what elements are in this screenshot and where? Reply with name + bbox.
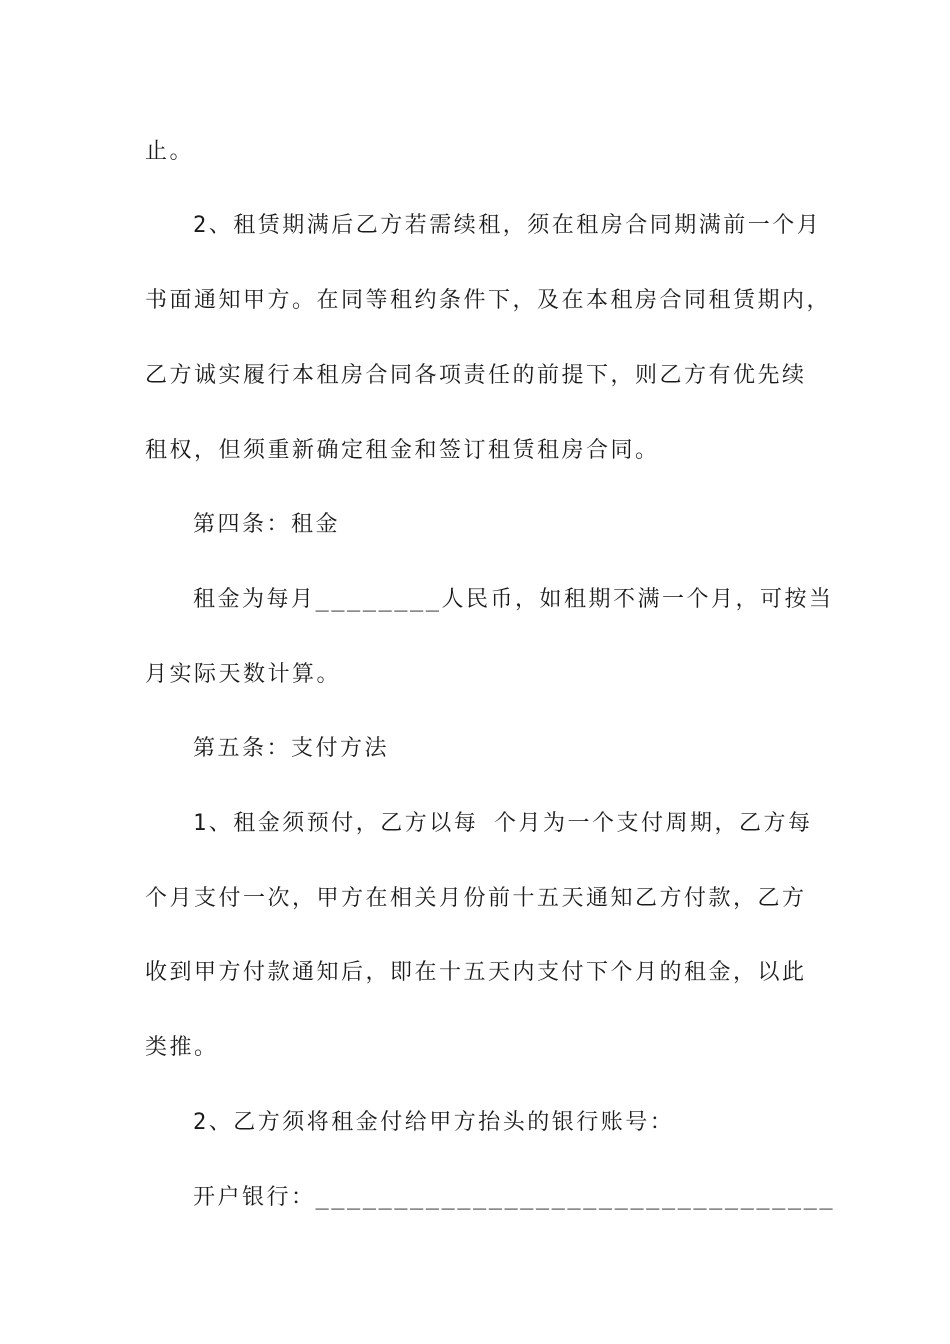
text-line-4: 乙方诚实履行本租房合同各项责任的前提下，则乙方有优先续 <box>145 363 807 388</box>
section-heading-article-4: 第四条：租金 <box>193 512 341 537</box>
text-line-7: 租金为每月________人民币，如租期不满一个月，可按当 <box>193 587 834 612</box>
bank-field-line: 开户银行：_________________________________ <box>193 1185 836 1210</box>
text-line-11: 个月支付一次，甲方在相关月份前十五天通知乙方付款，乙方 <box>145 886 807 911</box>
text-line-5: 租权，但须重新确定租金和签订租赁租房合同。 <box>145 438 660 463</box>
text-line-13: 类推。 <box>145 1035 219 1060</box>
section-heading-article-5: 第五条：支付方法 <box>193 736 390 761</box>
text-line-12: 收到甲方付款通知后，即在十五天内支付下个月的租金，以此 <box>145 960 807 985</box>
text-line-1: 止。 <box>145 139 195 164</box>
text-line-2: 2、租赁期满后乙方若需续租，须在租房合同期满前一个月 <box>193 213 822 238</box>
text-line-10: 1、租金须预付，乙方以每 个月为一个支付周期，乙方每 <box>193 811 813 836</box>
text-line-14: 2、乙方须将租金付给甲方抬头的银行账号： <box>193 1110 675 1135</box>
text-line-3: 书面通知甲方。在同等租约条件下，及在本租房合同租赁期内， <box>145 288 832 313</box>
text-line-8: 月实际天数计算。 <box>145 662 342 687</box>
